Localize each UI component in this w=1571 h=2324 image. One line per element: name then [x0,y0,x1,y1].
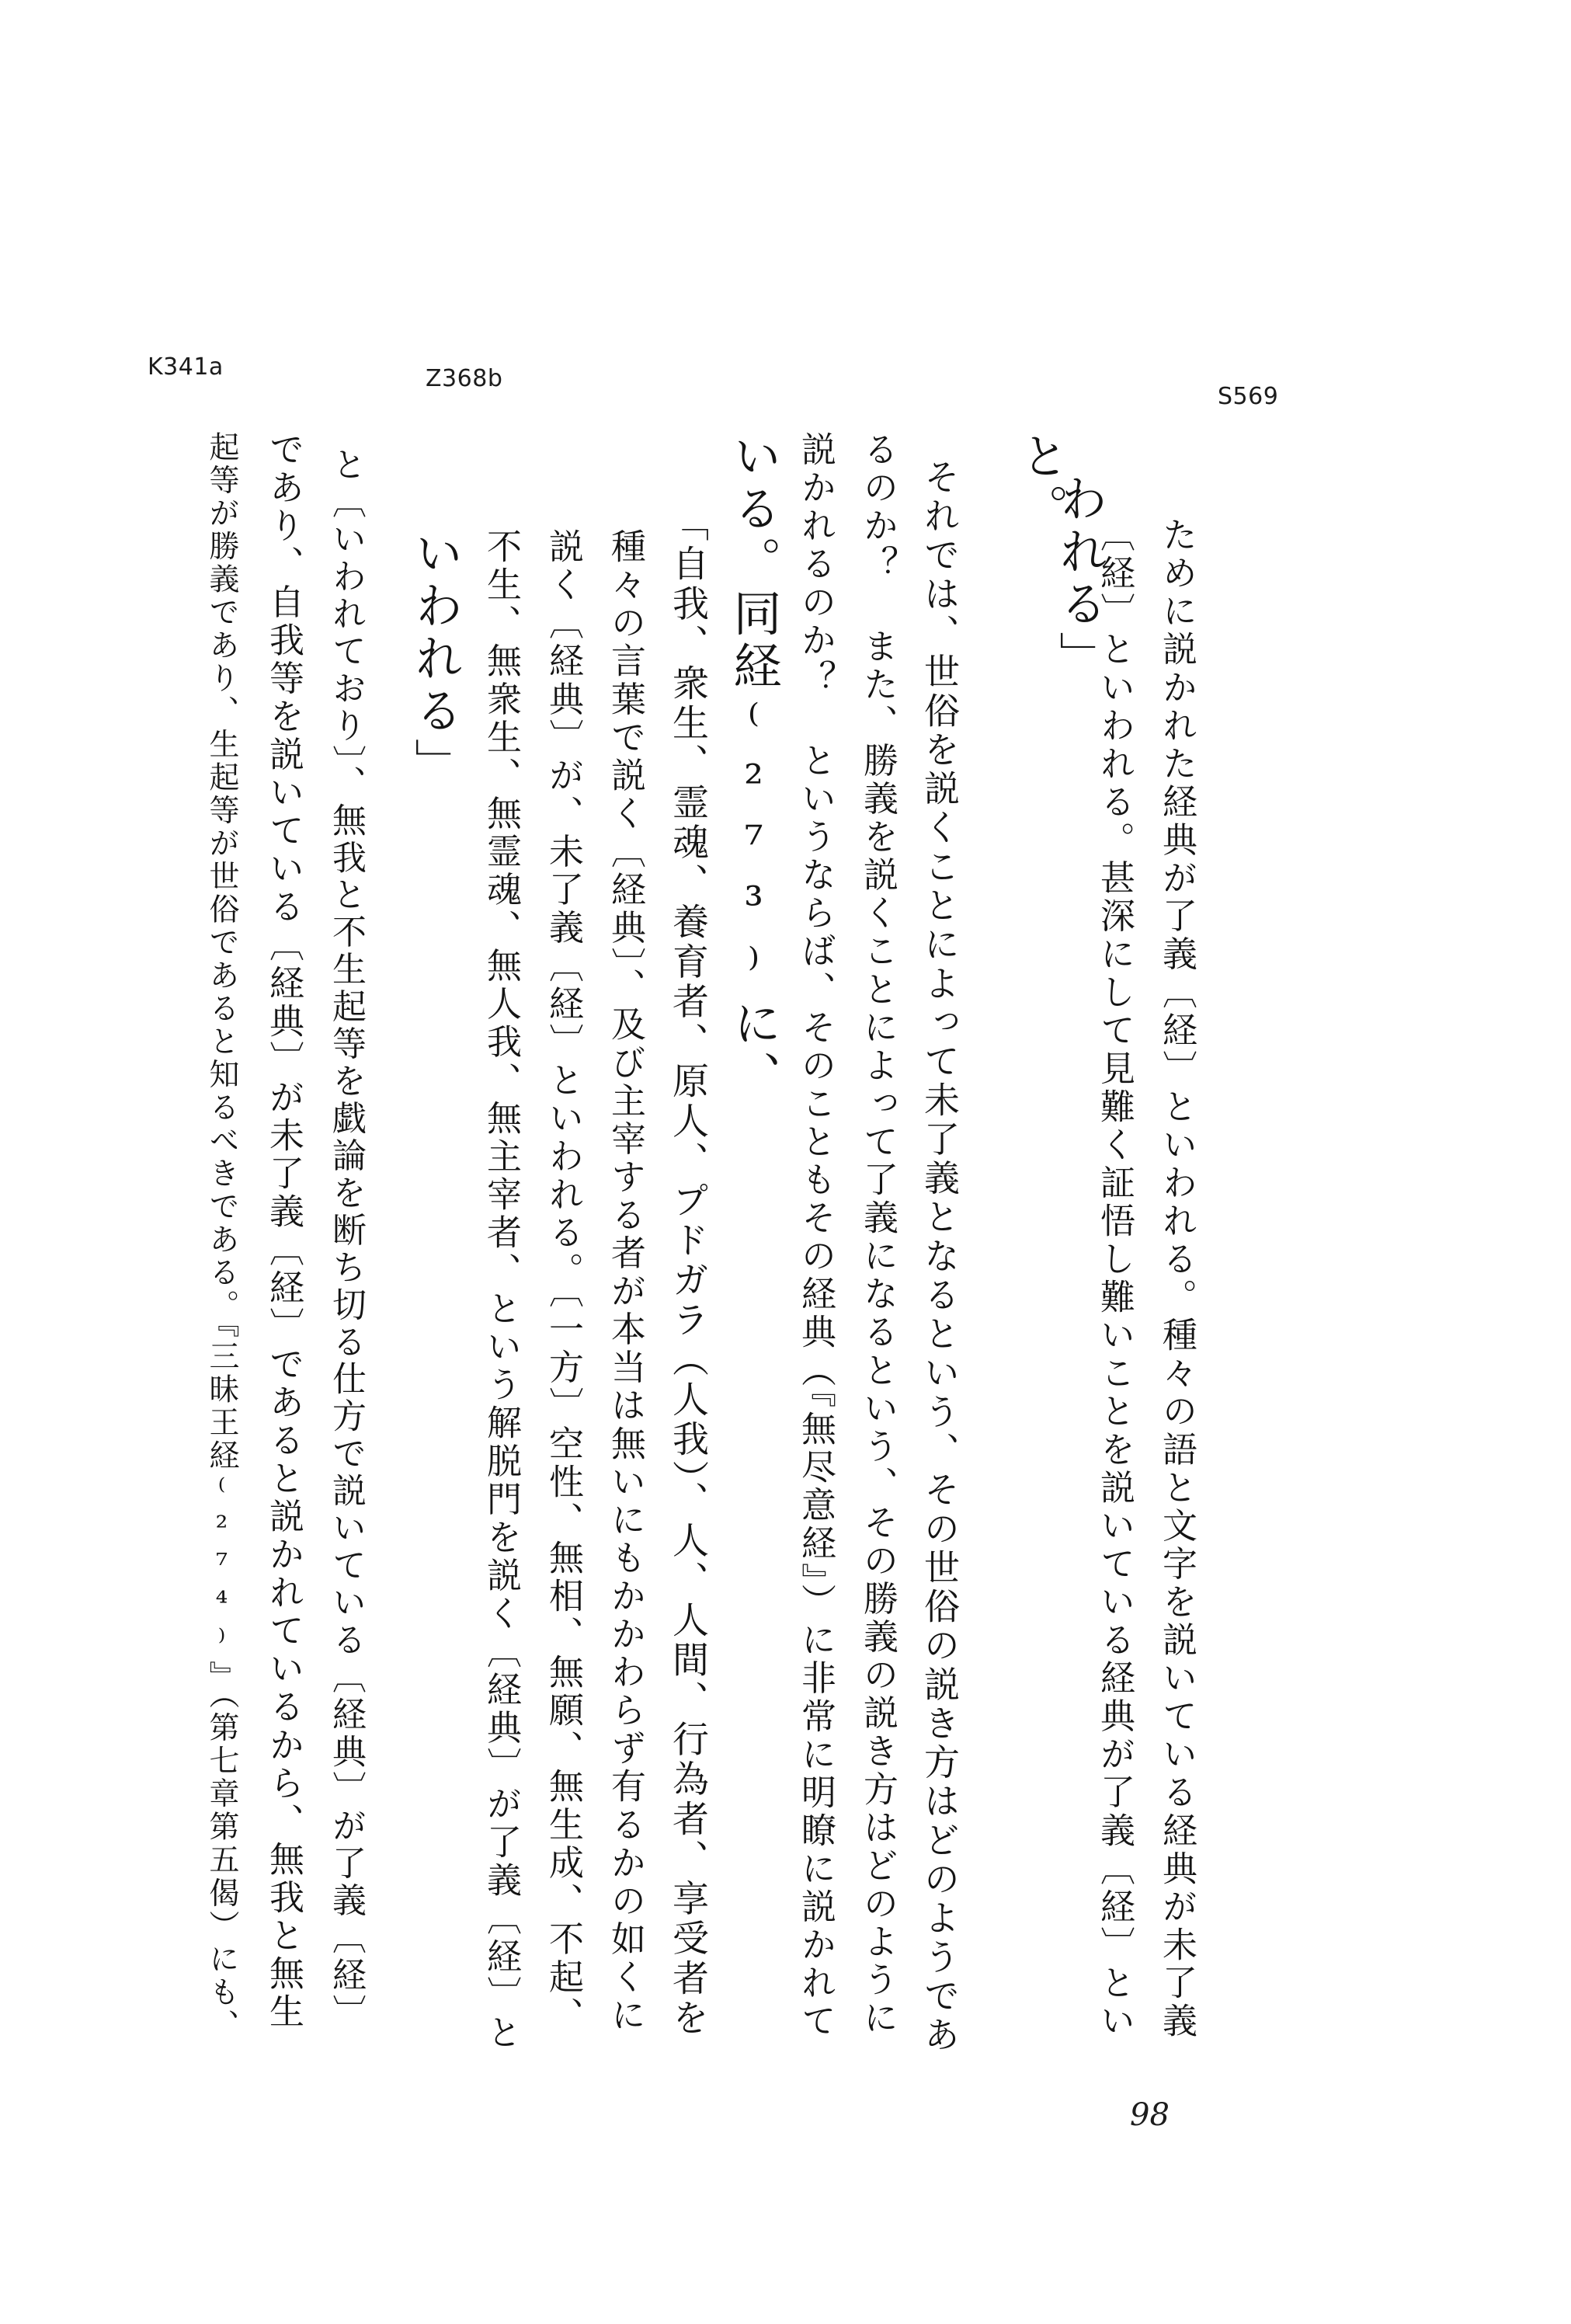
text-column-15: であり、自我等を説いている〔経典〕が未了義〔経〕であると説かれているから、無我と無生 [263,431,304,2032]
text-column-2: 〔経〕といわれる。甚深にして見難く証悟し難いことを説いている経典が了義〔経〕とい [1094,517,1135,2040]
text-column-6: るのか？ また、勝義を説くことによって了義になるという、その勝義の説き方はどのように [857,431,898,2038]
text-column-10: 種々の言葉で説く〔経典〕、及び主宰する者が本当は無いにもかかわらず有るかの如くに [605,528,646,2035]
margin-label-z368b: Z368b [426,365,503,392]
text-column-9: 「自我、衆生、霊魂、養育者、原人、プドガラ（人我）、人、人間、行為者、享受者を [666,505,709,2039]
text-column-3: われる」 [1051,474,1108,684]
text-column-1: ために説かれた経典が了義〔経〕といわれる。種々の語と文字を説いている経典が未了義 [1156,517,1197,2040]
text-column-7: 説かれるのか？ というならば、そのこともその経典（『無尽意経』）に非常に明瞭に説かれて [795,431,836,2041]
margin-label-s569: S569 [1218,383,1279,410]
text-column-5: それでは、世俗を説くことによって未了義となるという、その世俗の説き方はどのようであ [919,458,961,2055]
text-column-14: と〔いわれており〕、無我と不生起等を戯論を断ち切る仕方で説いている〔経典〕が了義〔経〕 [326,447,366,2032]
text-column-8: いる。同経⁽²⁷³⁾に、 [725,431,782,1103]
page-number: 98 [1130,2097,1170,2133]
text-column-4: と。 [1013,431,1069,536]
text-column-13: いわれる」 [407,528,464,791]
text-column-12: 不生、無衆生、無霊魂、無人我、無主宰者、という解脱門を説く〔経典〕が了義〔経〕と [481,528,522,2052]
text-column-11: 説く〔経典〕が、未了義〔経〕といわれる。〔一方〕空性、無相、無願、無生成、不起、 [543,528,584,2035]
text-column-16: 起等が勝義であり、生起等が世俗であると知るべきである。『三昧王経⁽²⁷⁴⁾』（第七章第五偈）にも、 [204,431,239,2042]
margin-label-k341a: K341a [148,353,224,381]
